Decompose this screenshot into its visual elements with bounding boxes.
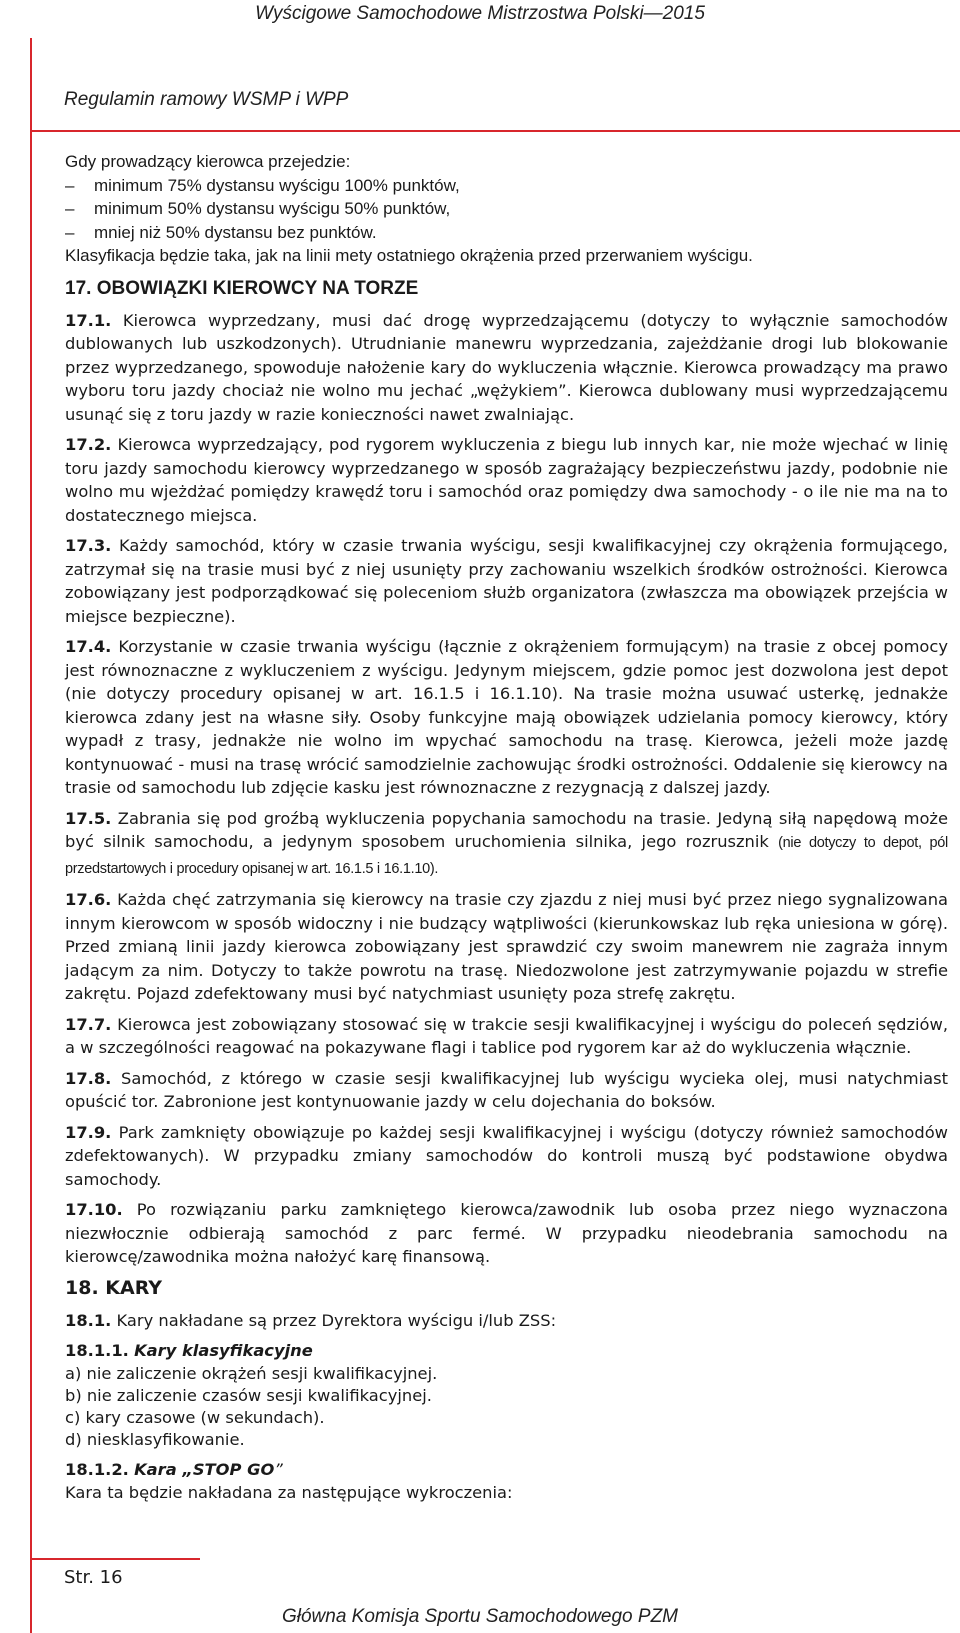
paragraph-text: Samochód, z którego w czasie sesji kwalifikacyjnej lub wyścigu wycieka olej, musi natychmiast opuścić tor. Zabronione jest kontynuowanie jazdy w celu dojechania do boksów. — [65, 1068, 948, 1111]
list-item: – minimum 75% dystansu wyścigu 100% punktów, — [65, 174, 948, 198]
intro-note: Klasyfikacja będzie taka, jak na linii mety ostatniego okrążenia przed przerwaniem wyścigu. — [65, 246, 753, 265]
paragraph-text: Korzystanie w czasie trwania wyścigu (łącznie z okrążeniem formującym) na trasie z obcej pomocy jest równoznaczne z wykluczeniem z wyścigu. Jedynym miejscem, gdzie pomoc jest dozwolona jest depot (nie dotyczy procedury opisanej w art. 16.1.5 i 16.1.10). Na trasie można usuwać usterkę, jednakże kierowca zdany jest na własne siły. Osoby funkcyjne mają obowiązek udzielania pomocy kierowcy, który wypadł z trasy, jednakże nie wolno im wpychać samochodu na trasę. Kierowca, jeżeli może jazdę kontynuować - musi na trasę wrócić samodzielnie zachowując środki ostrożności. Oddalenie się kierowcy na trasie od samochodu lub zdjęcie kasku jest równoznaczne z rezygnacją z dalszej jazdy. — [65, 637, 948, 797]
bottom-red-rule — [30, 1558, 200, 1560]
list-item: a) nie zaliczenie okrążeń sesji kwalifikacyjnej. — [65, 1363, 438, 1383]
subsection-18-1-2-text: Kara ta będzie nakładana za następujące wykroczenia: — [65, 1483, 513, 1502]
paragraph-17-8 — [65, 1067, 948, 1114]
subsection-number: 18.1.2. — [65, 1459, 129, 1479]
top-red-rule — [30, 130, 960, 132]
paragraph-number: 17.10. — [65, 1200, 123, 1219]
subsection-18-1-1-title — [65, 1339, 948, 1363]
subsection-title: Kara „STOP GO — [134, 1459, 275, 1479]
paragraph-note: (nie dotyczy to depot, pól przedstartowych i procedury opisanej w art. 16.1.5 i 16.1.10). — [65, 835, 948, 877]
paragraph-text: Zabrania się pod groźbą wykluczenia popychania samochodu na trasie. Jedyną siłą napędową może być silnik samochodu, a jedynym sposobem uruchomienia silnika, jego rozrusznik — [65, 808, 948, 851]
paragraph-text: Kierowca wyprzedzany, musi dać drogę wyprzedzającemu (dotyczy to wyłącznie samochodów dublowanych lub uszkodzonych). Utrudnianie manewru wyprzedzania, zajeżdżanie drogi lub blokowanie przez wyprzedzanego, spowoduje nałożenie kary do wykluczenia włącznie. Kierowca prowadzący ma prawo wyboru toru jazdy chociaż nie wolno mu jechać „wężykiem”. Kierowca dublowany musi wyprzedzającemu usunąć się z toru jazdy w razie konieczności nawet zwalniając. — [65, 310, 948, 424]
paragraph-17-9 — [65, 1121, 948, 1192]
paragraph-17-3 — [65, 534, 948, 628]
paragraph-17-4 — [65, 635, 948, 800]
subsection-number: 18.1.1. — [65, 1341, 129, 1360]
paragraph-text: Każdy samochód, który w czasie trwania wyścigu, sesji kwalifikacyjnej czy okrążenia formującego, zatrzymał się na trasie musi być z niej usunięty przy zachowaniu wszelkich środków ostrożności. Kierowca zobowiązany jest podporządkować się poleceniom służb organizatora (zwłaszcza ma obowiązek przejścia w miejsce bezpieczne). — [65, 536, 948, 626]
left-red-rule — [30, 38, 32, 1633]
paragraph-number: 17.8. — [65, 1068, 112, 1088]
page-header: Wyścigowe Samochodowe Mistrzostwa Polski—2015 — [255, 3, 705, 24]
list-item: – mniej niż 50% dystansu bez punktów. — [65, 221, 948, 245]
paragraph-17-2 — [65, 433, 948, 527]
paragraph-number: 17.4. — [65, 637, 112, 656]
paragraph-text: Park zamknięty obowiązuje po każdej sesji kwalifikacyjnej i wyścigu (dotyczy również samochodów zdefektowanych). W przypadku zmiany samochodów do kontroli muszą być podstawione obydwa samochody. — [65, 1122, 948, 1189]
subsection-18-1-2-title — [65, 1458, 948, 1482]
document-body — [65, 150, 948, 1505]
paragraph-text: Kierowca jest zobowiązany stosować się w trakcie sesji kwalifikacyjnej i wyścigu do poleceń sędziów, a w szczególności reagować na pokazywane flagi i tablice pod rygorem kar aż do wykluczenia włącznie. — [65, 1014, 948, 1057]
list-item: b) nie zaliczenie czasów sesji kwalifikacyjnej. — [65, 1385, 432, 1405]
paragraph-17-6 — [65, 888, 948, 1006]
penalty-list — [65, 1363, 948, 1451]
paragraph-text: Kierowca wyprzedzający, pod rygorem wykluczenia z biegu lub innych kar, nie może wjechać w linię toru jazdy samochodu kierowcy wyprzedzanego w sposób zagrażający bezpieczeństwu jazdy, podobnie nie wolno mu wjeżdżać pomiędzy krawędź toru i samochód oraz pomiędzy dwa samochody - o ile nie ma na to dostatecznego miejsca. — [65, 435, 948, 525]
list-item: – minimum 50% dystansu wyścigu 50% punktów, — [65, 197, 948, 221]
paragraph-number: 17.9. — [65, 1122, 112, 1142]
paragraph-number: 18.1. — [65, 1310, 112, 1330]
paragraph-18-1 — [65, 1309, 948, 1333]
paragraph-number: 17.3. — [65, 536, 112, 555]
paragraph-text: Kary nakładane są przez Dyrektora wyścigu i/lub ZSS: — [116, 1310, 557, 1330]
list-item: c) kary czasowe (w sekundach). — [65, 1407, 325, 1427]
intro-list — [65, 174, 948, 245]
paragraph-number: 17.5. — [65, 808, 112, 828]
document-title: Regulamin ramowy WSMP i WPP — [64, 89, 349, 110]
section-18-heading: 18. KARY — [65, 1276, 163, 1299]
paragraph-number: 17.2. — [65, 435, 112, 454]
paragraph-number: 17.6. — [65, 890, 112, 909]
list-item: d) niesklasyfikowanie. — [65, 1429, 245, 1449]
paragraph-number: 17.1. — [65, 310, 112, 330]
section-17-heading: 17. OBOWIĄZKI KIEROWCY NA TORZE — [65, 277, 419, 299]
paragraph-17-1 — [65, 309, 948, 427]
intro-lead: Gdy prowadzący kierowca przejedzie: — [65, 152, 351, 171]
paragraph-number: 17.7. — [65, 1014, 112, 1034]
closing-quote: ” — [274, 1459, 283, 1479]
paragraph-text: Każda chęć zatrzymania się kierowcy na trasie czy zjazdu z niej musi być przez niego sygnalizowana innym kierowcom w sposób widoczny i nie budzący wątpliwości (kierunkowskaz lub ręka uniesiona w górę). Przed zmianą linii jazdy kierowca zobowiązany jest sprawdzić czy swoim manewrem nie zagraża innym jadącym za nim. Dotyczy to także powrotu na trasę. Niedozwolone jest zatrzymywanie pojazdu w strefie zakrętu. Pojazd zdefektowany musi być natychmiast usunięty poza strefę zakrętu. — [65, 890, 948, 1003]
paragraph-17-7 — [65, 1013, 948, 1060]
paragraph-17-5 — [65, 807, 948, 882]
paragraph-17-10 — [65, 1198, 948, 1269]
paragraph-text: Po rozwiązaniu parku zamkniętego kierowca/zawodnik lub osoba przez niego wyznaczona niezwłocznie odbierają samochód z parc fermé. W przypadku nieodebrania samochodu na kierowcę/zawodnika można nałożyć karę finansową. — [65, 1200, 948, 1266]
subsection-title: Kary klasyfikacyjne — [134, 1341, 313, 1360]
page-number: Str. 16 — [64, 1567, 123, 1588]
page-footer: Główna Komisja Sportu Samochodowego PZM — [281, 1606, 679, 1627]
